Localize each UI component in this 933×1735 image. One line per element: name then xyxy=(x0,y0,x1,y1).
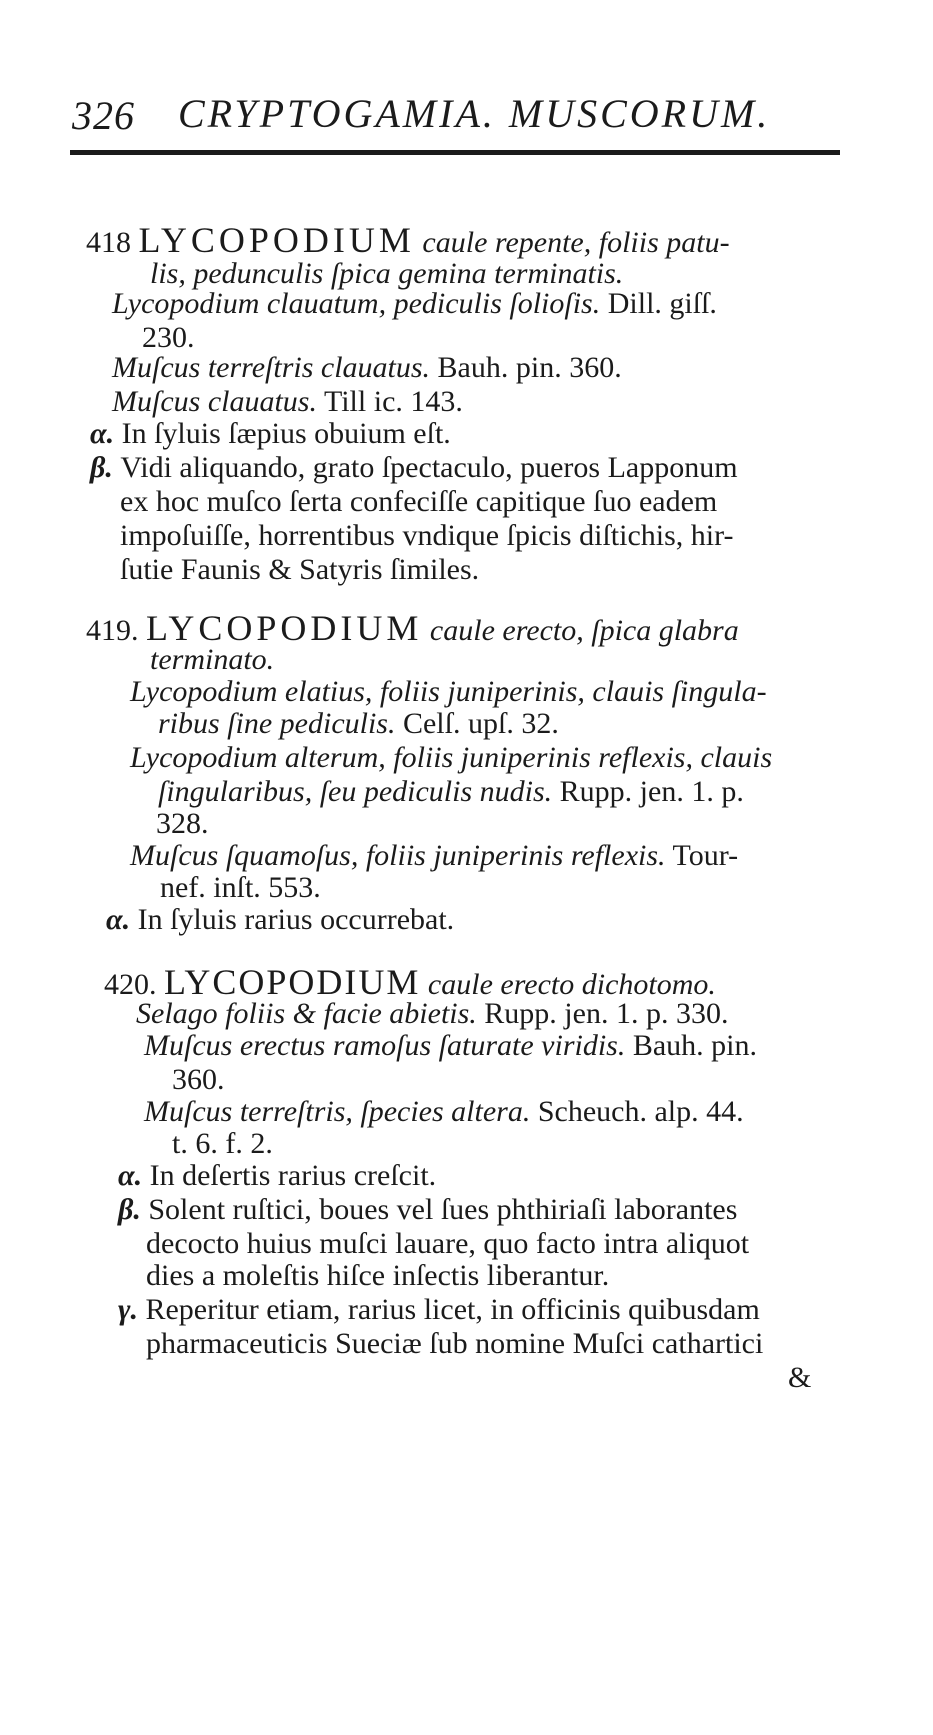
note-text-continued: impoſuiſſe, horrentibus vndique ſpicis diſtichis, hir- xyxy=(120,519,734,552)
synonym-reference: Dill. giſſ. xyxy=(607,287,717,320)
note-marker: α. xyxy=(90,417,115,450)
synonym-reference: Bauh. pin. xyxy=(632,1029,758,1062)
diagnosis-continued: lis, pedunculis ſpica gemina terminatis. xyxy=(150,257,624,290)
catchword: & xyxy=(788,1361,812,1394)
synonym-line-continued xyxy=(158,774,744,810)
synonym-name: Lycopodium clauatum, pediculis ſolioſis. xyxy=(112,287,601,320)
synonym-name: ſingularibus, ſeu pediculis nudis. xyxy=(158,775,553,808)
synonym-name: Selago foliis & facie abietis. xyxy=(136,997,477,1030)
synonym-line xyxy=(112,384,463,420)
synonym-reference: Rupp. jen. 1. p. xyxy=(559,775,744,808)
note-text-continued: ſutie Faunis & Satyris ſimiles. xyxy=(120,553,480,586)
entry-number: 418 xyxy=(86,226,131,259)
entry-number: 420. xyxy=(104,968,157,1001)
note-line xyxy=(118,1158,436,1194)
note-marker: α. xyxy=(106,903,131,936)
synonym-reference: Rupp. jen. 1. p. 330. xyxy=(484,997,729,1030)
synonym-name: Muſcus erectus ramoſus ſaturate viridis. xyxy=(144,1029,626,1062)
synonym-line xyxy=(130,740,772,776)
synonym-line xyxy=(130,674,767,710)
synonym-reference: Celſ. upſ. 32. xyxy=(402,707,559,740)
diagnosis: caule erecto, ſpica glabra xyxy=(429,614,739,647)
genus-name: LYCOPODIUM xyxy=(138,220,415,260)
note-text: Reperitur etiam, rarius licet, in officinis quibusdam xyxy=(145,1293,760,1326)
synonym-reference: Bauh. pin. 360. xyxy=(437,351,622,384)
synonym-name: Muſcus ſquamoſus, foliis juniperinis reflexis. xyxy=(130,839,666,872)
note-marker: β. xyxy=(118,1193,141,1226)
page-header xyxy=(72,86,852,146)
synonym-reference: Tour- xyxy=(672,839,739,872)
note-line xyxy=(106,902,454,938)
entry-number: 419. xyxy=(86,614,139,647)
note-text-continued: pharmaceuticis Sueciæ ſub nomine Muſci cathartici xyxy=(146,1327,764,1360)
note-text: In ſyluis rarius occurrebat. xyxy=(137,903,455,936)
note-text: Solent ruſtici, boues vel ſues phthiriaſi laborantes xyxy=(148,1193,738,1226)
genus-name: LYCOPODIUM xyxy=(146,608,423,648)
page-number: 326 xyxy=(72,93,135,138)
note-text: In deſertis rarius creſcit. xyxy=(149,1159,437,1192)
note-line xyxy=(118,1192,737,1228)
synonym-name: Muſcus clauatus. xyxy=(112,385,317,418)
note-line xyxy=(90,450,738,486)
synonym-line-continued xyxy=(158,706,559,742)
synonym-name: Muſcus terreſtris, ſpecies altera. xyxy=(144,1095,531,1128)
note-line xyxy=(118,1292,760,1328)
synonym-name: Muſcus terreſtris clauatus. xyxy=(112,351,431,384)
diagnosis-continued: terminato. xyxy=(150,643,275,676)
synonym-reference-continued: 328. xyxy=(156,807,209,840)
synonym-name: Lycopodium elatius, foliis juniperinis, clauis ſingula- xyxy=(130,675,767,708)
genus-name: LYCOPODIUM xyxy=(164,962,421,1002)
note-text: In ſyluis ſæpius obuium eſt. xyxy=(121,417,451,450)
synonym-reference-continued: 360. xyxy=(172,1063,225,1096)
note-marker: α. xyxy=(118,1159,143,1192)
synonym-line xyxy=(112,286,717,322)
synonym-line xyxy=(136,996,728,1032)
note-text: Vidi aliquando, grato ſpectaculo, pueros Lapponum xyxy=(120,451,738,484)
note-line xyxy=(90,416,451,452)
synonym-reference-continued: nef. inſt. 553. xyxy=(160,871,321,904)
diagnosis: caule erecto dichotomo. xyxy=(427,968,716,1001)
synonym-reference-continued: 230. xyxy=(142,321,195,354)
diagnosis: caule repente, foliis patu- xyxy=(422,226,730,259)
synonym-name: Lycopodium alterum, foliis juniperinis reflexis, clauis xyxy=(130,741,773,774)
synonym-line xyxy=(112,350,622,386)
note-marker: β. xyxy=(90,451,113,484)
synonym-line xyxy=(144,1094,744,1130)
synonym-reference: Till ic. 143. xyxy=(323,385,463,418)
note-text-continued: ex hoc muſco ſerta confeciſſe capitique ſuo eadem xyxy=(120,485,718,518)
note-marker: γ. xyxy=(118,1293,138,1326)
synonym-line xyxy=(130,838,738,874)
synonym-reference: Scheuch. alp. 44. xyxy=(537,1095,744,1128)
running-title: CRYPTOGAMIA. MUSCORUM. xyxy=(178,91,771,136)
header-rule xyxy=(70,150,840,155)
note-text-continued: decocto huius muſci lauare, quo facto intra aliquot xyxy=(146,1227,750,1260)
synonym-line xyxy=(144,1028,757,1064)
synonym-name: ribus ſine pediculis. xyxy=(158,707,396,740)
synonym-reference-continued: t. 6. f. 2. xyxy=(172,1127,273,1160)
note-text-continued: dies a moleſtis hiſce inſectis liberantur. xyxy=(146,1259,610,1292)
